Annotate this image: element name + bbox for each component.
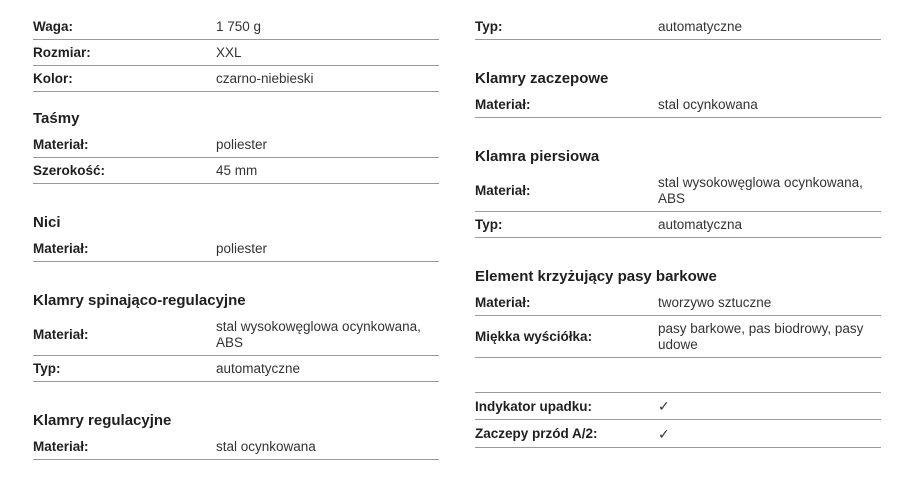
spec-value: stal ocynkowana (658, 96, 758, 112)
spec-label: Materiał: (475, 295, 531, 310)
spec-label: Rozmiar: (33, 45, 91, 60)
spec-row-material (33, 314, 439, 356)
spec-label: Waga: (33, 19, 73, 34)
spec-label: Materiał: (33, 137, 89, 152)
spec-column-right (475, 0, 881, 448)
spec-value: stal ocynkowana (216, 438, 316, 454)
spec-row-type (475, 14, 881, 40)
spec-value: 45 mm (216, 162, 258, 178)
spec-row-material (33, 236, 439, 262)
spec-row-material (475, 92, 881, 118)
section-title-element-krzyzujacy: Element krzyżujący pasy barkowe (475, 268, 717, 285)
spec-label: Typ: (33, 361, 61, 376)
spec-label: Typ: (475, 217, 503, 232)
spec-row-type (33, 356, 439, 382)
spec-label: Kolor: (33, 71, 73, 86)
spec-value: poliester (216, 240, 268, 256)
spec-value: stal wysokowęglowa ocynkowana, ABS (216, 318, 421, 350)
section-title-klamra-piersiowa: Klamra piersiowa (475, 148, 600, 165)
spec-row-fall-indicator (475, 392, 881, 420)
spec-column-left (33, 0, 439, 460)
spec-row-material (33, 132, 439, 158)
spec-label: Materiał: (33, 327, 89, 342)
spec-value: automatyczna (658, 216, 743, 232)
spec-label: Materiał: (33, 439, 89, 454)
spec-label: Zaczepy przód A/2: (475, 426, 598, 441)
spec-value: pasy barkowe, pas biodrowy, pasy udowe (658, 320, 864, 352)
spec-label: Materiał: (475, 97, 531, 112)
spec-row-front-attachments (475, 420, 881, 448)
spec-value: automatyczne (216, 360, 301, 376)
spec-value: tworzywo sztuczne (658, 294, 772, 310)
spec-label: Miękka wyściółka: (475, 329, 593, 344)
spec-label: Szerokość: (33, 163, 106, 178)
spec-label: Indykator upadku: (475, 398, 593, 414)
spec-value: poliester (216, 136, 268, 152)
section-title-klamry-regulacyjne: Klamry regulacyjne (33, 412, 172, 429)
spec-value: XXL (216, 44, 242, 60)
spec-row-material (33, 434, 439, 460)
spec-row-weight (33, 14, 439, 40)
spec-row-width (33, 158, 439, 184)
checkmark-icon: ✓ (658, 425, 670, 442)
spec-label: Materiał: (33, 241, 89, 256)
spec-row-color (33, 66, 439, 92)
spec-row-material (475, 290, 881, 316)
spec-value: stal wysokowęglowa ocynkowana, ABS (658, 174, 863, 206)
spec-row-type (475, 212, 881, 238)
spec-label: Materiał: (475, 183, 531, 198)
spec-row-material (475, 170, 881, 212)
spec-row-padding (475, 316, 881, 358)
spec-row-size (33, 40, 439, 66)
checkmark-icon: ✓ (658, 398, 670, 414)
section-title-nici: Nici (33, 214, 61, 231)
spec-value: 1 750 g (216, 18, 262, 34)
section-title-tasmy: Taśmy (33, 110, 80, 127)
section-title-klamry-spinajaco: Klamry spinająco-regulacyjne (33, 292, 246, 309)
spec-value: czarno-niebieski (216, 70, 314, 86)
spec-label: Typ: (475, 19, 503, 34)
section-title-klamry-zaczepowe: Klamry zaczepowe (475, 70, 609, 87)
spec-value: automatyczne (658, 18, 743, 34)
